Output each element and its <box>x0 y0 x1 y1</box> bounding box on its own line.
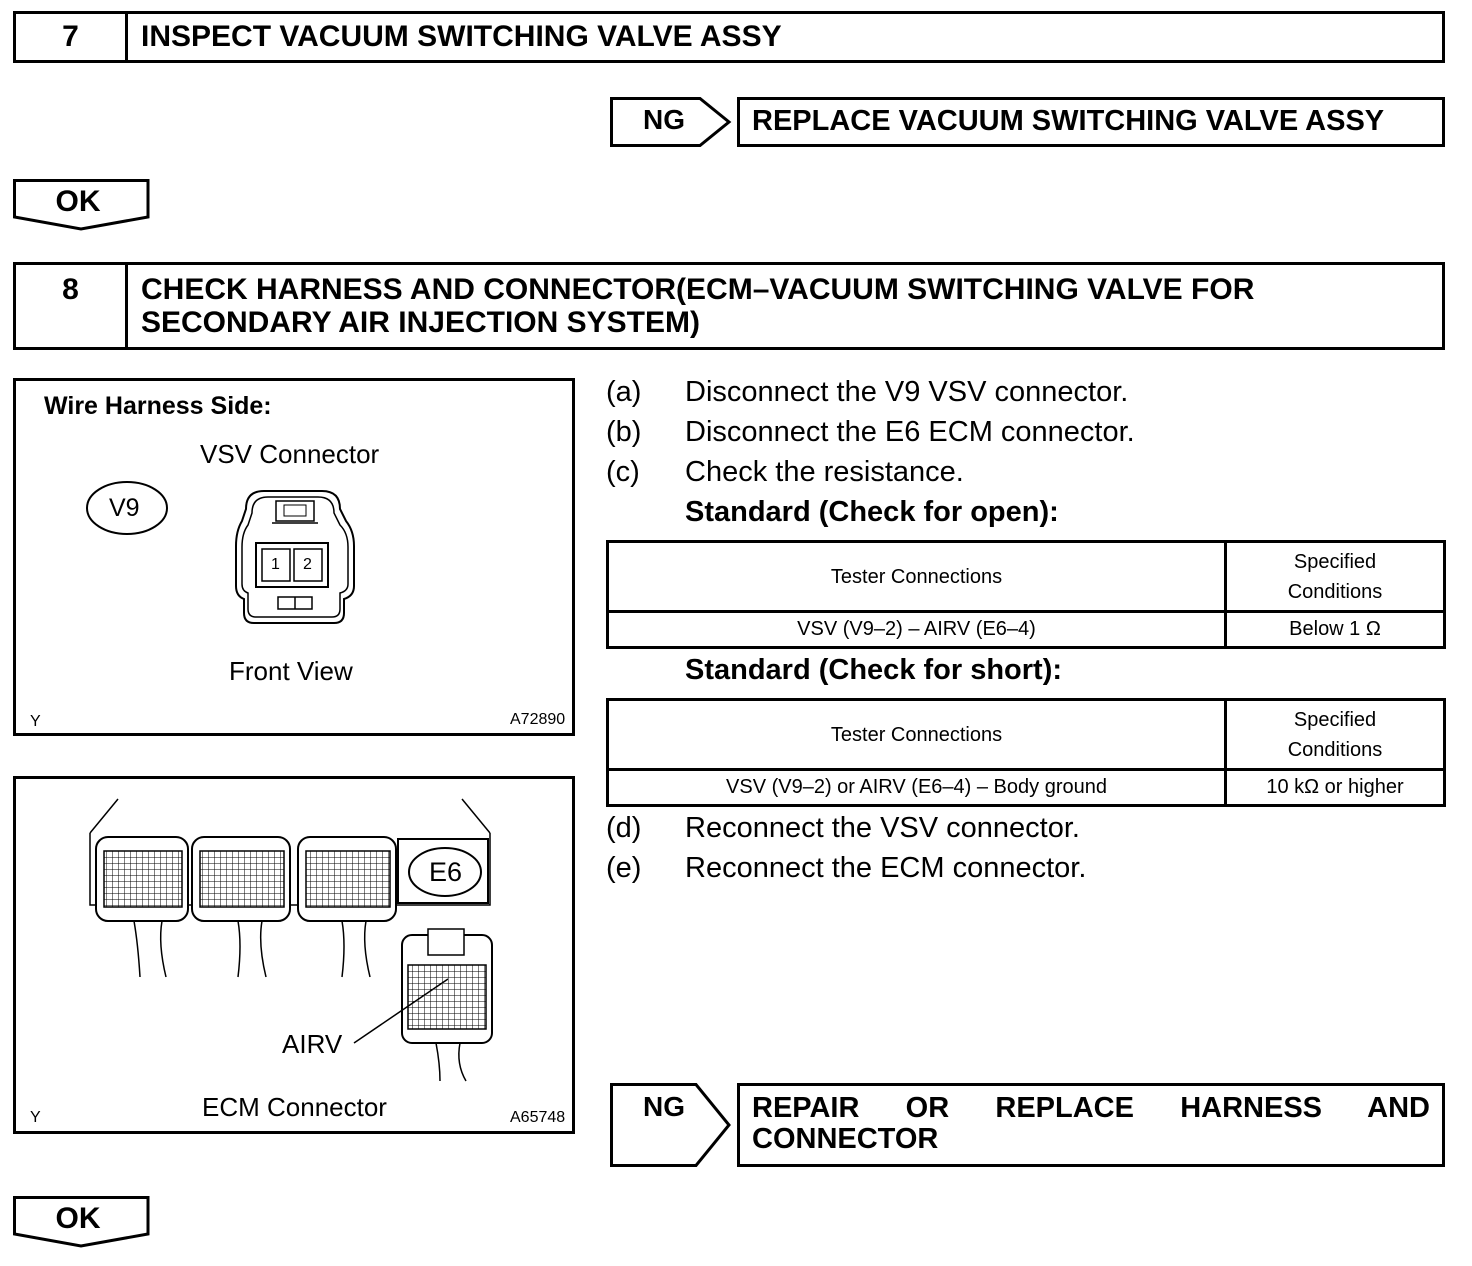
step-8-ng-arrow <box>610 1083 732 1167</box>
step-7-ng-arrow <box>610 97 732 147</box>
e6-connector-id: E6 <box>429 857 463 887</box>
ecm-connector-drawing <box>16 779 572 1131</box>
instruction-e-text: Reconnect the ECM connector. <box>685 852 1087 884</box>
instruction-c <box>606 452 964 492</box>
open-condition-cell: Below 1 Ω <box>1226 612 1445 648</box>
figure-ecm-connector <box>13 776 575 1134</box>
ecm-connector-caption: ECM Connector <box>202 1092 387 1122</box>
specified-conditions-line1: Specified <box>1293 708 1377 731</box>
standard-short-heading: Standard (Check for short): <box>685 654 1063 686</box>
instruction-e-label: (e) <box>606 852 642 884</box>
figure-vsv-connector <box>13 378 575 736</box>
step-8-number: 8 <box>16 265 128 347</box>
step-7-header <box>13 11 1445 63</box>
front-view-label: Front View <box>229 656 353 686</box>
step-7-number: 7 <box>16 14 128 60</box>
instruction-a-label: (a) <box>606 376 642 408</box>
pin-1-label: 1 <box>271 556 280 573</box>
short-connection-cell: VSV (V9–2) or AIRV (E6–4) – Body ground <box>608 770 1226 806</box>
table-row <box>608 612 1445 648</box>
step-8-ng-action <box>737 1083 1445 1167</box>
pin-2-label: 2 <box>303 556 312 573</box>
figure-2-code: A65748 <box>510 1109 566 1126</box>
tester-connections-header: Tester Connections <box>608 700 1226 770</box>
tester-connections-header: Tester Connections <box>608 542 1226 612</box>
specified-conditions-header <box>1226 542 1445 612</box>
instruction-c-text: Check the resistance. <box>685 456 964 488</box>
table-header-row <box>608 542 1445 612</box>
open-connection-cell: VSV (V9–2) – AIRV (E6–4) <box>608 612 1226 648</box>
specified-conditions-line2: Conditions <box>1287 580 1383 603</box>
step-8-ng-label: NG <box>643 1091 685 1122</box>
short-condition-cell: 10 kΩ or higher <box>1226 770 1445 806</box>
instruction-b-text: Disconnect the E6 ECM connector. <box>685 416 1135 448</box>
step-8-header <box>13 262 1445 350</box>
step-8-ng-action-line1: REPAIR OR REPLACE HARNESS AND <box>752 1092 1430 1124</box>
step-8-ng-action-line2: CONNECTOR <box>752 1123 939 1155</box>
step-7-title: INSPECT VACUUM SWITCHING VALVE ASSY <box>141 20 782 53</box>
step-7-ng-label: NG <box>643 104 685 135</box>
instruction-d-text: Reconnect the VSV connector. <box>685 812 1080 844</box>
step-8-title <box>128 265 1442 347</box>
figure-1-code: A72890 <box>510 711 566 728</box>
standard-open-table <box>606 540 1446 649</box>
standard-short-table <box>606 698 1446 807</box>
instruction-c-label: (c) <box>606 456 640 488</box>
table-header-row <box>608 700 1445 770</box>
step-8-title-line2: SECONDARY AIR INJECTION SYSTEM) <box>141 306 700 339</box>
step-7-ok-arrow <box>13 179 149 229</box>
v9-connector-id: V9 <box>109 494 140 522</box>
step-8-ok-arrow <box>13 1196 149 1246</box>
instruction-e <box>606 848 1086 888</box>
step-8-ok-label: OK <box>55 1202 101 1235</box>
specified-conditions-line1: Specified <box>1293 550 1377 573</box>
vsv-connector-title: VSV Connector <box>200 439 380 469</box>
step-8-title-line1: CHECK HARNESS AND CONNECTOR(ECM–VACUUM SWITCHING VALVE FOR <box>141 273 1255 306</box>
figure-2-corner-y: Y <box>30 1109 41 1126</box>
instruction-b-label: (b) <box>606 416 642 448</box>
step-7-ok-label: OK <box>55 185 101 218</box>
instruction-a-text: Disconnect the V9 VSV connector. <box>685 376 1129 408</box>
instruction-b <box>606 412 1135 452</box>
wire-harness-heading: Wire Harness Side: <box>44 392 272 420</box>
specified-conditions-line2: Conditions <box>1287 738 1383 761</box>
airv-pointer-label: AIRV <box>282 1029 343 1059</box>
standard-open-heading: Standard (Check for open): <box>685 496 1059 528</box>
table-row <box>608 770 1445 806</box>
instruction-d-label: (d) <box>606 812 642 844</box>
step-7-ng-action: REPLACE VACUUM SWITCHING VALVE ASSY <box>737 97 1445 147</box>
instruction-d <box>606 808 1080 848</box>
figure-1-corner-y: Y <box>30 713 41 730</box>
specified-conditions-header <box>1226 700 1445 770</box>
instruction-a <box>606 372 1128 412</box>
